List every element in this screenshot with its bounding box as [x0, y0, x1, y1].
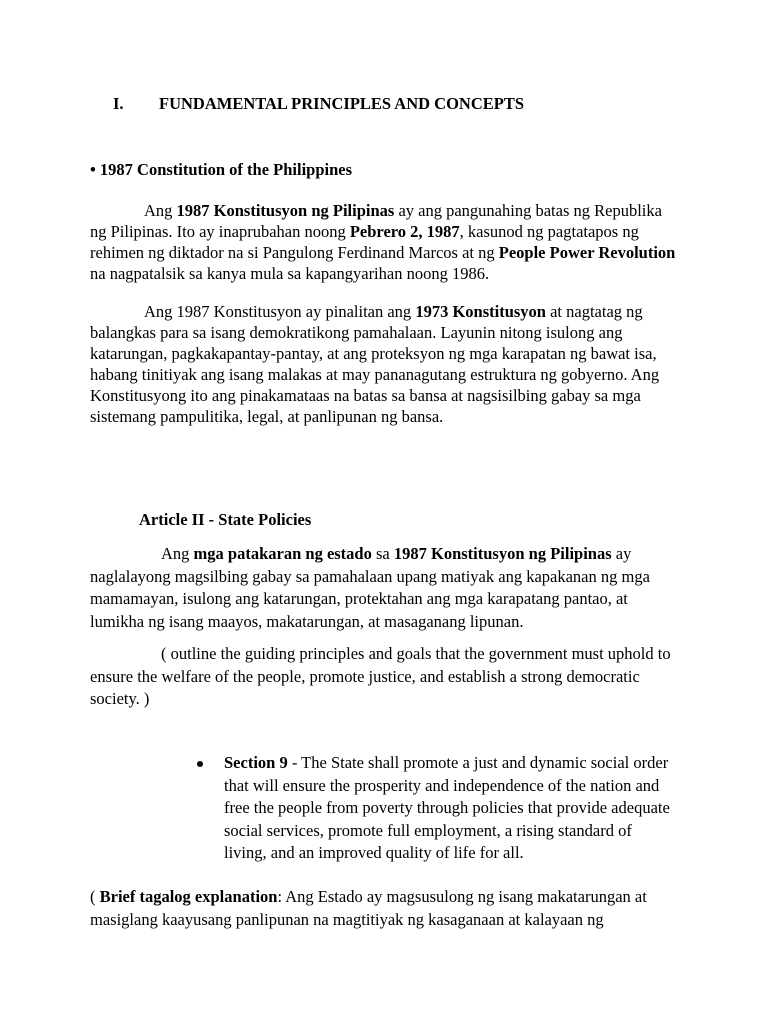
- section-number: I.: [113, 94, 124, 113]
- paragraph-state-policies: [90, 543, 680, 633]
- article-heading: Article II - State Policies: [139, 510, 312, 529]
- text-run: : Ang Estado ay magsusulong ng isang makatarungan at masiglang kaayusang panlipunan na magtitiyak ng kasaganaan at kalayaan ng: [90, 887, 647, 929]
- text-run: (: [90, 887, 100, 906]
- bold-run: 1987 Konstitusyon ng Pilipinas: [393, 544, 612, 563]
- bold-run: 1973 Konstitusyon: [415, 302, 546, 321]
- text-run: sa: [371, 544, 394, 563]
- text-run: ay naglalayong magsilbing gabay sa pamahalaan upang matiyak ang kapakanan ng mga mamamayan, isulong ang katarungan, protektahan ang mga karapatang pantao, at lumikha ng isang maayos, makatarungan, at masaganang lipunan.: [90, 544, 650, 631]
- section-title: FUNDAMENTAL PRINCIPLES AND CONCEPTS: [159, 94, 525, 113]
- paragraph-1987-constitution: [90, 200, 680, 284]
- paragraph-replaced-1973: [90, 301, 680, 427]
- text-run: na nagpatalsik sa kanya mula sa kapangyarihan noong 1986.: [90, 264, 490, 283]
- constitution-heading: • 1987 Constitution of the Philippines: [90, 160, 353, 179]
- text-run: , kasunod ng pagtatapos ng rehimen ng diktador na si Pangulong Ferdinand Marcos at ng: [90, 222, 639, 262]
- section-label: Section 9: [224, 753, 288, 772]
- section-9-text: [224, 752, 676, 865]
- bold-run: Pebrero 2, 1987: [349, 222, 460, 241]
- text-run: at nagtatag ng balangkas para sa isang demokratikong pamahalaan. Layunin nitong isulong ang katarungan, pagkakapantay-pantay, at ang proteksyon ng mga karapatan ng bawat isa, habang tinitiyak ang isang malakas at may pananagutang estruktura ng gobyerno. Ang Konstitusyong ito ang pinakamataas na batas sa bansa at nagsisilbing gabay sa mga sistemang pampulitika, legal, at panlipunan ng bansa.: [90, 302, 660, 426]
- paragraph-tagalog-explanation: [90, 886, 690, 931]
- bold-run: mga patakaran ng estado: [193, 544, 372, 563]
- bold-run: Brief tagalog explanation: [99, 887, 278, 906]
- text-run: Ang 1987 Konstitusyon ay pinalitan ang: [144, 302, 416, 321]
- text-run: Ang: [144, 201, 177, 220]
- bullet-icon: [197, 761, 203, 767]
- paragraph-english-outline: [90, 643, 680, 711]
- bold-run: 1987 Konstitusyon ng Pilipinas: [176, 201, 395, 220]
- bold-run: People Power Revolution: [498, 243, 676, 262]
- text-run: - The State shall promote a just and dynamic social order that will ensure the prosperity and independence of the nation and free the people from poverty through policies that provide adequate social services, promote full employment, a rising standard of living, and an improved quality of life for all.: [224, 753, 670, 862]
- text-run: ay ang pangunahing batas ng Republika ng Pilipinas. Ito ay inaprubahan noong: [90, 201, 662, 241]
- text-run: ( outline the guiding principles and goals that the government must uphold to ensure the welfare of the people, promote justice, and establish a strong democratic society. ): [90, 644, 671, 708]
- text-run: Ang: [161, 544, 194, 563]
